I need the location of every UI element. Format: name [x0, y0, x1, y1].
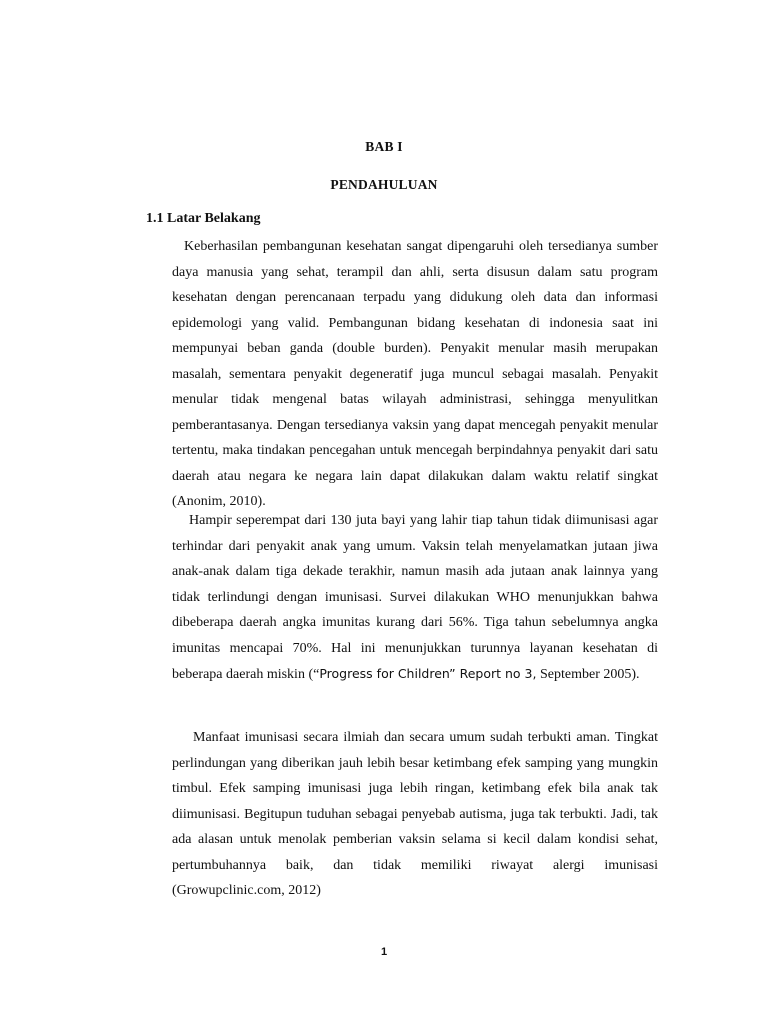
paragraph-1: Keberhasilan pembangunan kesehatan sangat dipengaruhi oleh tersedianya sumber daya manusia yang sehat, terampil dan ahli, serta disusun dalam satu program kesehatan dengan perencanaan terpadu yang didukung oleh data dan informasi epidemologi yang valid. Pembangunan bidang kesehatan di indonesia saat ini mempunyai beban ganda (double burden). Penyakit menular masih merupakan masalah, sementara penyakit degeneratif juga muncul sebagai masalah. Penyakit menular tidak mengenal batas wilayah administrasi, sehingga menyulitkan pemberantasanya. Dengan tersedianya vaksin yang dapat mencegah penyakit menular tertentu, maka tindakan pencegahan untuk mencegah berpindahnya penyakit dari satu daerah atau negara ke negara lain dapat dilakukan dalam waktu relatif singkat (Anonim, 2010).: [172, 239, 658, 509]
paragraph-2-body: Hampir seperempat dari 130 juta bayi yang lahir tiap tahun tidak diimunisasi agar terhindar dari penyakit anak yang umum. Vaksin telah menyelamatkan jutaan jiwa anak-anak dalam tiga dekade terakhir, namun masih ada jutaan anak lainnya yang tidak terlindungi dengan imunisasi. Survei dilakukan WHO menunjukkan bahwa dibeberapa daerah angka imunitas kurang dari 56%. Tiga tahun sebelumnya angka imunitas mencapai 70%. Hal ini menunjukkan turunnya layanan kesehatan di beberapa daerah miskin: [172, 513, 658, 682]
citation-open: (“: [308, 667, 320, 682]
section-heading: 1.1 Latar Belakang: [146, 211, 261, 226]
paragraph-2: [172, 508, 658, 688]
chapter-label: BAB I: [365, 139, 403, 154]
chapter-title: PENDAHULUAN: [330, 177, 438, 192]
citation-title: Progress for Children” Report no 3,: [319, 666, 537, 681]
page-number: 1: [380, 946, 388, 958]
citation-rest: September 2005).: [536, 667, 640, 682]
paragraph-3: Manfaat imunisasi secara ilmiah dan secara umum sudah terbukti aman. Tingkat perlindungan yang diberikan jauh lebih besar ketimbang efek samping yang mungkin timbul. Efek samping imunisasi juga lebih ringan, ketimbang efek bila anak tak diimunisasi. Begitupun tuduhan sebagai penyebab autisma, juga tak terbukti. Jadi, tak ada alasan untuk menolak pemberian vaksin selama si kecil dalam kondisi sehat, pertumbuhannya baik, dan tidak memiliki riwayat alergi imunisasi (Growupclinic.com, 2012): [172, 730, 658, 898]
